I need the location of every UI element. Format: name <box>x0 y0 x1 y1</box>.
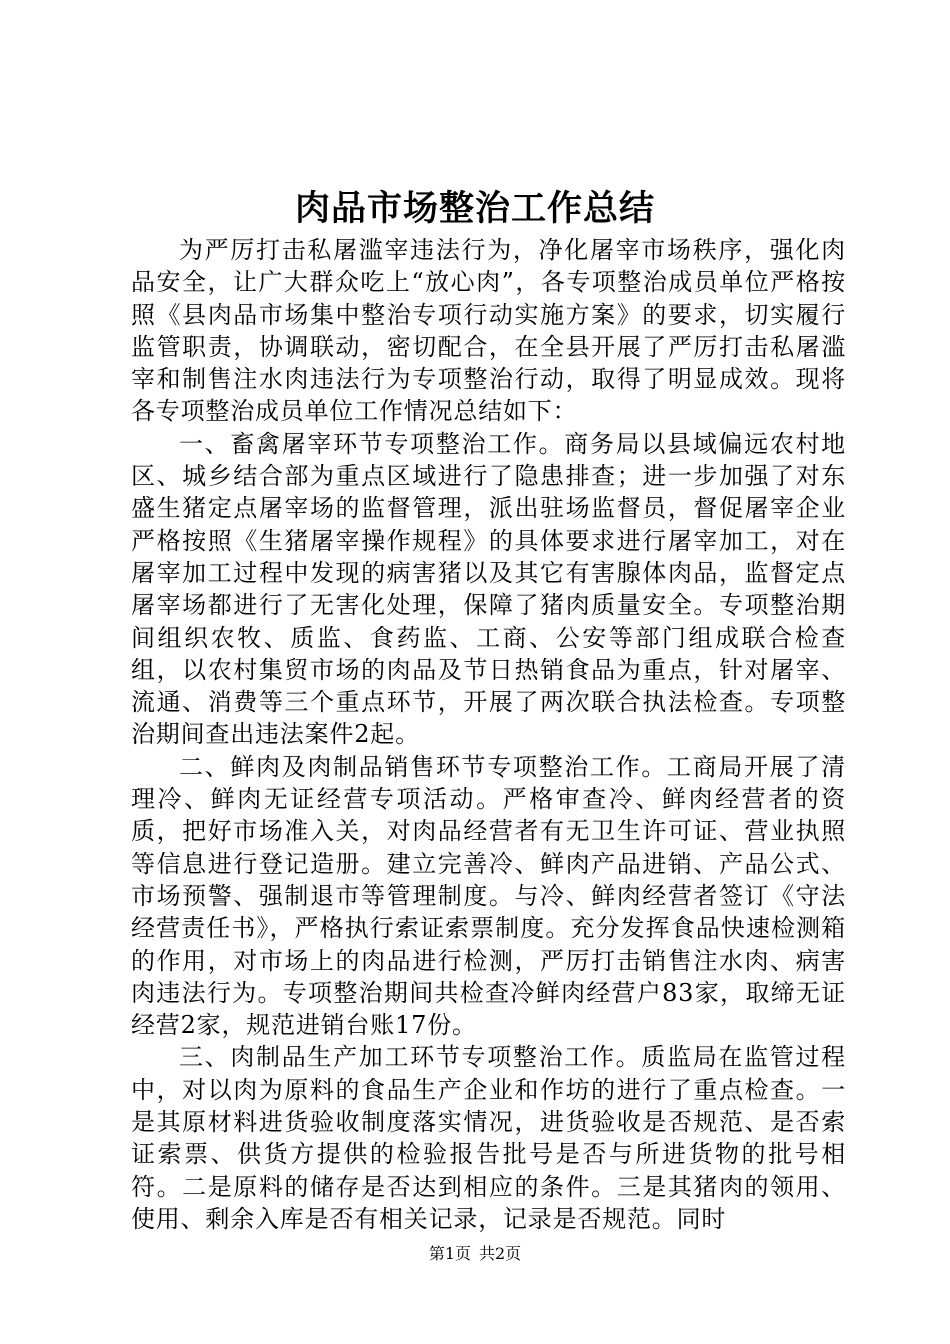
page-number: 第1页 <box>428 1244 471 1263</box>
section-2-paragraph: 二、鲜肉及肉制品销售环节专项整治工作。工商局开展了清理冷、鲜肉无证经营专项活动。严格审查冷、鲜肉经营者的资质，把好市场准入关，对肉品经营者有无卫生许可证、营业执照等信息进行登记造册。建立完善冷、鲜肉产品进销、产品公式、市场预警、强制退市等管理制度。与冷、鲜肉经营者签订《守法经营责任书》，严格执行索证索票制度。充分发挥食品快速检测箱的作用，对市场上的肉品进行检测，严厉打击销售注水肉、病害肉违法行为。专项整治期间共检查冷鲜肉经营户83家，取缔无证经营2家，规范进销台账17份。 <box>131 752 846 1040</box>
document-body <box>131 234 846 1235</box>
page-total: 共2页 <box>479 1244 522 1263</box>
page-footer <box>0 1244 950 1264</box>
intro-paragraph: 为严厉打击私屠滥宰违法行为，净化屠宰市场秩序，强化肉品安全，让广大群众吃上“放心肉”，各专项整治成员单位严格按照《县肉品市场集中整治专项行动实施方案》的要求，切实履行监管职责，协调联动，密切配合，在全县开展了严厉打击私屠滥宰和制售注水肉违法行为专项整治行动，取得了明显成效。现将各专项整治成员单位工作情况总结如下： <box>131 236 846 426</box>
section-3-paragraph: 三、肉制品生产加工环节专项整治工作。质监局在监管过程中，对以肉为原料的食品生产企业和作坊的进行了重点检查。一是其原材料进货验收制度落实情况，进货验收是否规范、是否索证索票、供货方提供的检验报告批号是否与所进货物的批号相符。二是原料的储存是否达到相应的条件。三是其猪肉的领用、使用、剩余入库是否有相关记录，记录是否规范。同时 <box>131 1043 846 1233</box>
document-title: 肉品市场整治工作总结 <box>294 188 655 229</box>
section-1-paragraph: 一、畜禽屠宰环节专项整治工作。商务局以县域偏远农村地区、城乡结合部为重点区域进行了隐患排查；进一步加强了对东盛生猪定点屠宰场的监督管理，派出驻场监督员，督促屠宰企业严格按照《生猪屠宰操作规程》的具体要求进行屠宰加工，对在屠宰加工过程中发现的病害猪以及其它有害腺体肉品，监督定点屠宰场都进行了无害化处理，保障了猪肉质量安全。专项整治期间组织农牧、质监、食药监、工商、公安等部门组成联合检查组，以农村集贸市场的肉品及节日热销食品为重点，针对屠宰、流通、消费等三个重点环节，开展了两次联合执法检查。专项整治期间查出违法案件2起。 <box>131 429 846 749</box>
